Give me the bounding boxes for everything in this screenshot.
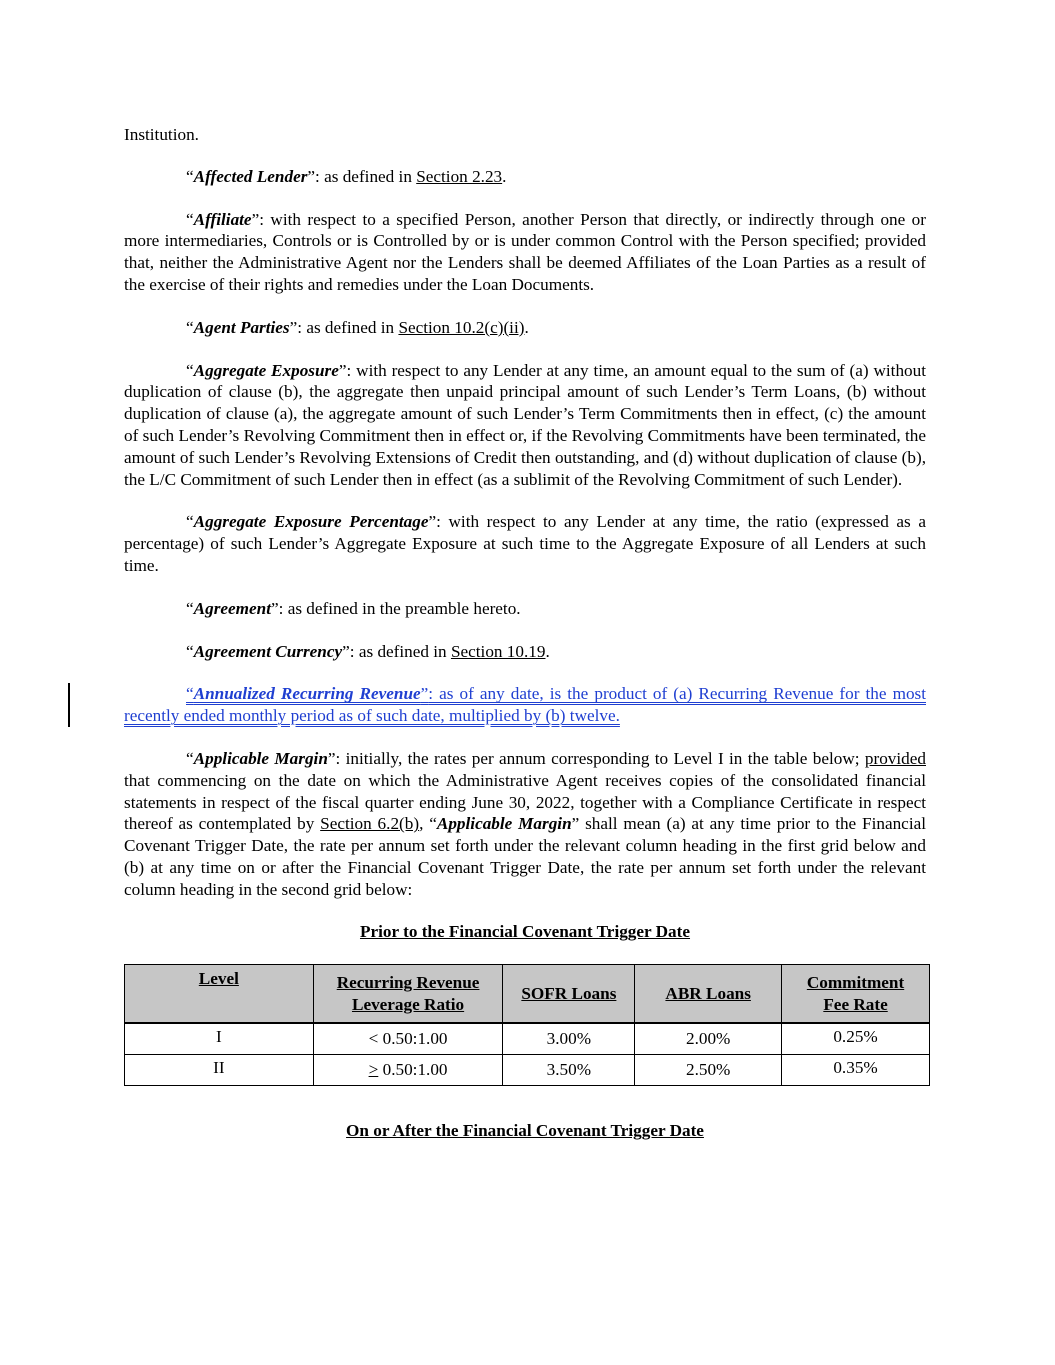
def-aggregate-exposure: “Aggregate Exposure”: with respect to any Lender at any time, an amount equal to the sum of (a) without duplication of clause (b), the aggregate then unpaid principal amount of such Lender’s Term Loans, (b) without duplication of clause (a), the aggregate amount of such Lender’s Term Commitments then in effect, (c) the amount of such Lender’s Revolving Commitment then in effect or, if the Revolving Commitments have been terminated, the amount of such Lender’s Revolving Extensions of Credit then outstanding, and (d) without duplication of clause (b), the L/C Commitment of such Lender then in effect (as a sublimit of the Revolving Commitment of such Lender).: [124, 360, 926, 489]
cell-level: I: [125, 1023, 314, 1055]
cell-abr: 2.00%: [635, 1023, 782, 1055]
section-ref-6-2-b[interactable]: Section 6.2(b): [320, 814, 420, 834]
cell-sofr: 3.50%: [503, 1055, 635, 1086]
def-agent-parties: “Agent Parties”: as defined in Section 10.2(c)(ii).: [186, 317, 529, 337]
change-bar: [68, 683, 70, 727]
cell-ratio: < 0.50:1.00: [313, 1023, 503, 1055]
term-affiliate: Affiliate: [193, 209, 252, 229]
term-agent-parties: Agent Parties: [193, 317, 290, 337]
def-applicable-margin: “Applicable Margin”: initially, the rates per annum corresponding to Level I in the table below; provided that commencing on the date on which the Administrative Agent receives copies of the consolidated financial statements in respect of the fiscal quarter ending June 30, 2022, together with a Compliance Certificate in respect thereof as contemplated by Section 6.2(b), “Applicable Margin” shall mean (a) at any time prior to the Financial Covenant Trigger Date, the rate per annum set forth under the relevant column heading in the first grid below and (b) at any time on or after the Financial Covenant Trigger Date, the rate per annum set forth under the relevant column heading in the second grid below:: [124, 748, 926, 899]
cell-fee: 0.35%: [782, 1055, 930, 1086]
grid2-heading: On or After the Financial Covenant Trigger Date: [346, 1121, 704, 1141]
def-agreement-currency: “Agreement Currency”: as defined in Section 10.19.: [186, 641, 550, 661]
grid1-heading: Prior to the Financial Covenant Trigger Date: [359, 921, 691, 941]
term-agreement: Agreement: [193, 598, 271, 618]
cell-fee: 0.25%: [782, 1023, 930, 1055]
header-sofr: SOFR Loans: [503, 965, 635, 1024]
document-page: [124, 124, 926, 1142]
cell-sofr: 3.00%: [503, 1023, 635, 1055]
term-applicable-margin: Applicable Margin: [193, 748, 328, 768]
section-ref-2-23[interactable]: Section 2.23: [416, 166, 503, 186]
cell-level: II: [125, 1055, 314, 1086]
grid-header-row: [125, 965, 930, 1024]
term-aggregate-exposure: Aggregate Exposure: [193, 360, 339, 380]
term-aggregate-exposure-percentage: Aggregate Exposure Percentage: [193, 512, 429, 532]
provided-word: provided: [864, 748, 926, 768]
def-affected-lender: “Affected Lender”: as defined in Section 2.23.: [186, 166, 507, 186]
inserted-definition-block: [124, 683, 926, 727]
table-row: [125, 1055, 930, 1086]
term-annualized-recurring-revenue: Annualized Recurring Revenue: [193, 684, 421, 704]
applicable-margin-grid: [124, 964, 930, 1086]
section-ref-10-19[interactable]: Section 10.19: [450, 641, 546, 661]
header-abr: ABR Loans: [635, 965, 782, 1024]
carry-over-text: Institution.: [124, 125, 199, 144]
header-fee: Commitment Fee Rate: [782, 965, 930, 1024]
table-row: [125, 1023, 930, 1055]
def-aggregate-exposure-percentage: “Aggregate Exposure Percentage”: with respect to any Lender at any time, the ratio (expressed as a percentage) of such Lender’s Aggregate Exposure at such time to the Aggregate Exposure of all Lenders at such time.: [124, 512, 926, 575]
def-annualized-recurring-revenue: “Annualized Recurring Revenue”: as of any date, is the product of (a) Recurring Revenue for the most recently ended monthly period as of such date, multiplied by (b) twelve.: [124, 684, 926, 726]
gte-symbol: >: [368, 1060, 379, 1080]
def-affiliate: “Affiliate”: with respect to a specified Person, another Person that directly, or indirectly through one or more intermediaries, Controls or is Controlled by or is under common Control with the Person specified; provided that, neither the Administrative Agent nor the Lenders shall be deemed Affiliates of the Loan Parties as a result of the exercise of their rights and remedies under the Loan Documents.: [124, 209, 926, 294]
header-level: Level: [125, 965, 314, 1024]
section-ref-10-2[interactable]: Section 10.2(c)(ii): [398, 317, 525, 337]
cell-ratio: > 0.50:1.00: [313, 1055, 503, 1086]
term-agreement-currency: Agreement Currency: [193, 641, 343, 661]
header-ratio: Recurring Revenue Leverage Ratio: [313, 965, 503, 1024]
cell-abr: 2.50%: [635, 1055, 782, 1086]
def-agreement: “Agreement”: as defined in the preamble hereto.: [186, 598, 521, 618]
term-applicable-margin-2: Applicable Margin: [436, 814, 572, 834]
term-affected-lender: Affected Lender: [193, 166, 308, 186]
